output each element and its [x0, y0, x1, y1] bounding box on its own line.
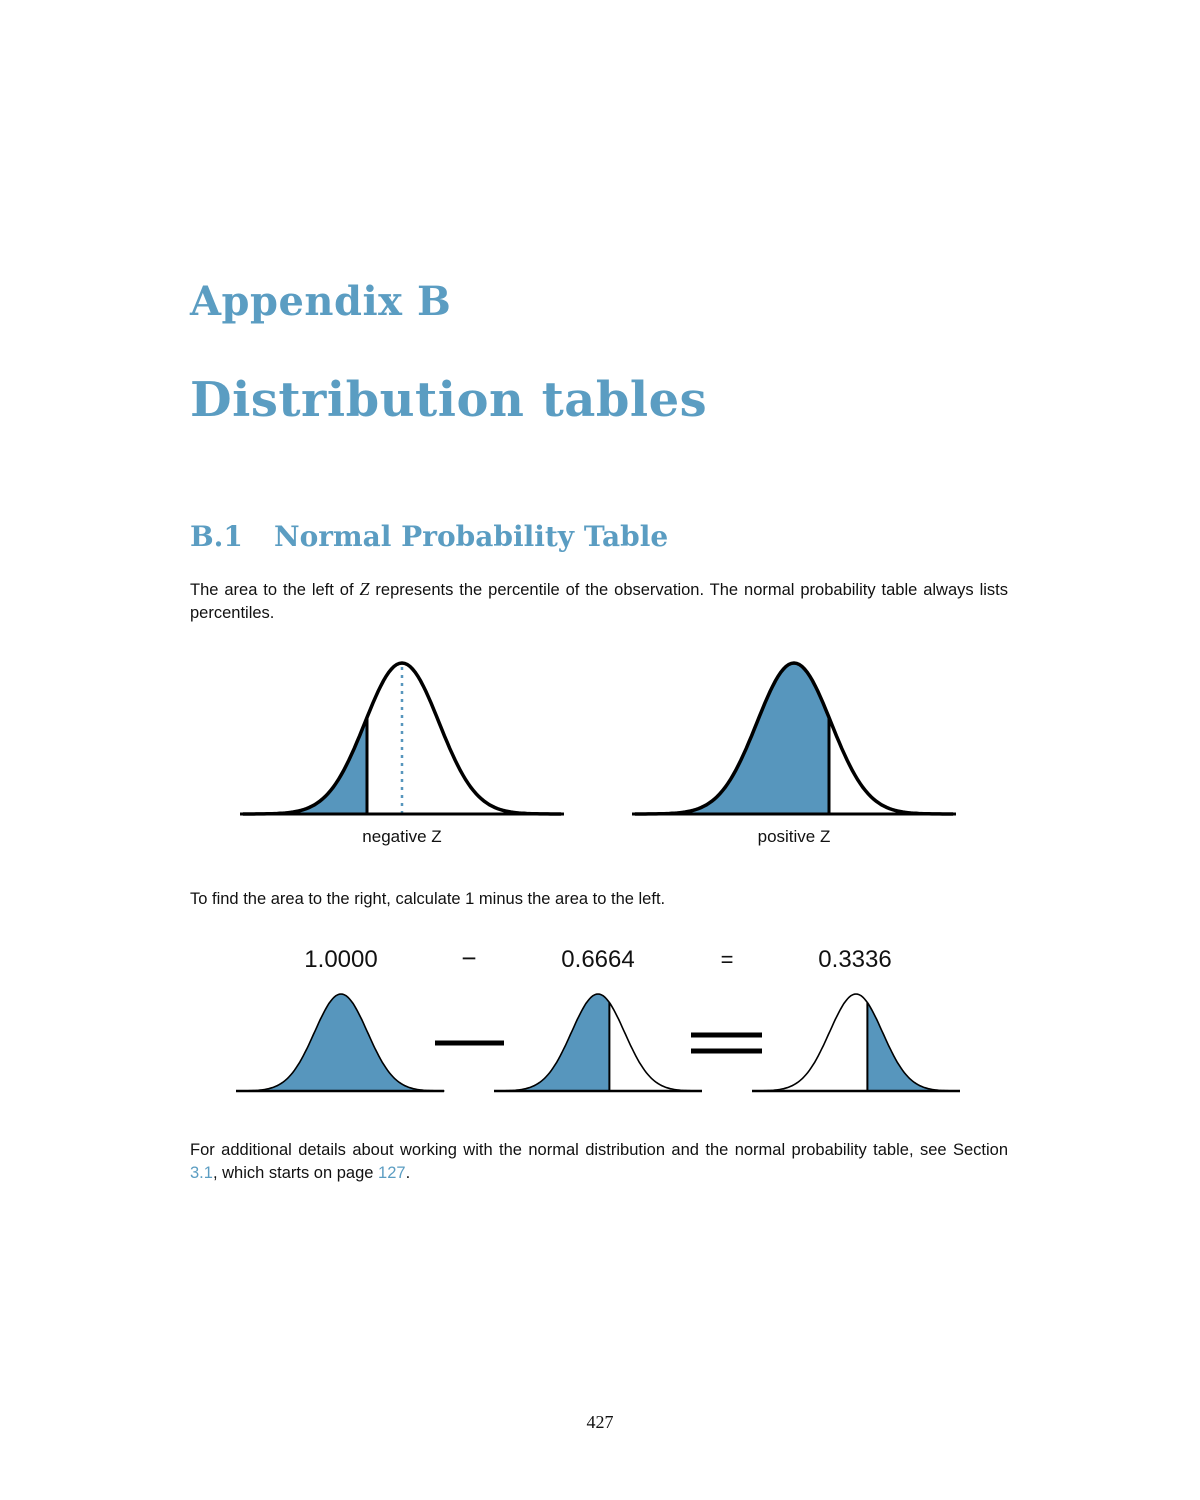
right-area-curve: [753, 994, 960, 1091]
details-paragraph: [190, 1139, 1008, 1185]
left-area-value: 0.6664: [561, 946, 635, 973]
section-number: B.1: [190, 520, 243, 553]
equals-operator-bars: [691, 1035, 762, 1051]
total-area-value: 1.0000: [304, 946, 378, 973]
positive-z-curve-panel: [632, 663, 956, 846]
details-text-start: For additional details about working with the normal distribution and the normal probability table, see Section: [190, 1141, 1008, 1159]
equals-sign-label: =: [720, 947, 734, 972]
minus-sign-label: −: [461, 943, 477, 973]
chapter-title: Distribution tables: [190, 372, 708, 428]
right-area-curve-panel: [752, 994, 960, 1091]
right-area-value: 0.3336: [818, 946, 892, 973]
left-area-curve-panel: [494, 994, 702, 1091]
appendix-label: Appendix B: [190, 278, 452, 325]
page-number: 427: [586, 1412, 614, 1432]
total-area-shaded: [238, 994, 445, 1091]
details-text-middle: , which starts on page: [212, 1164, 379, 1182]
intro-text-end: represents the percentile of the observation. The normal probability table always lists percentiles.: [190, 581, 1008, 622]
right-area-shaded: [867, 1003, 959, 1091]
negative-z-shaded-area: [243, 718, 367, 815]
positive-z-label: positive Z: [757, 827, 831, 846]
left-area-shaded: [495, 994, 610, 1091]
section-reference-link[interactable]: 3.1: [190, 1164, 213, 1182]
intro-text-start: The area to the left of: [190, 581, 360, 599]
negative-z-curve-panel: [240, 663, 564, 846]
details-text-end: .: [405, 1164, 411, 1182]
negative-z-label: negative Z: [362, 827, 442, 846]
right-area-paragraph: To find the area to the right, calculate 1 minus the area to the left.: [190, 890, 666, 908]
section-title: Normal Probability Table: [274, 520, 669, 553]
z-variable: Z: [359, 579, 370, 599]
total-area-curve-panel: [236, 994, 444, 1091]
positive-z-shaded-area: [635, 663, 829, 814]
page-reference-link[interactable]: 127: [378, 1164, 406, 1182]
